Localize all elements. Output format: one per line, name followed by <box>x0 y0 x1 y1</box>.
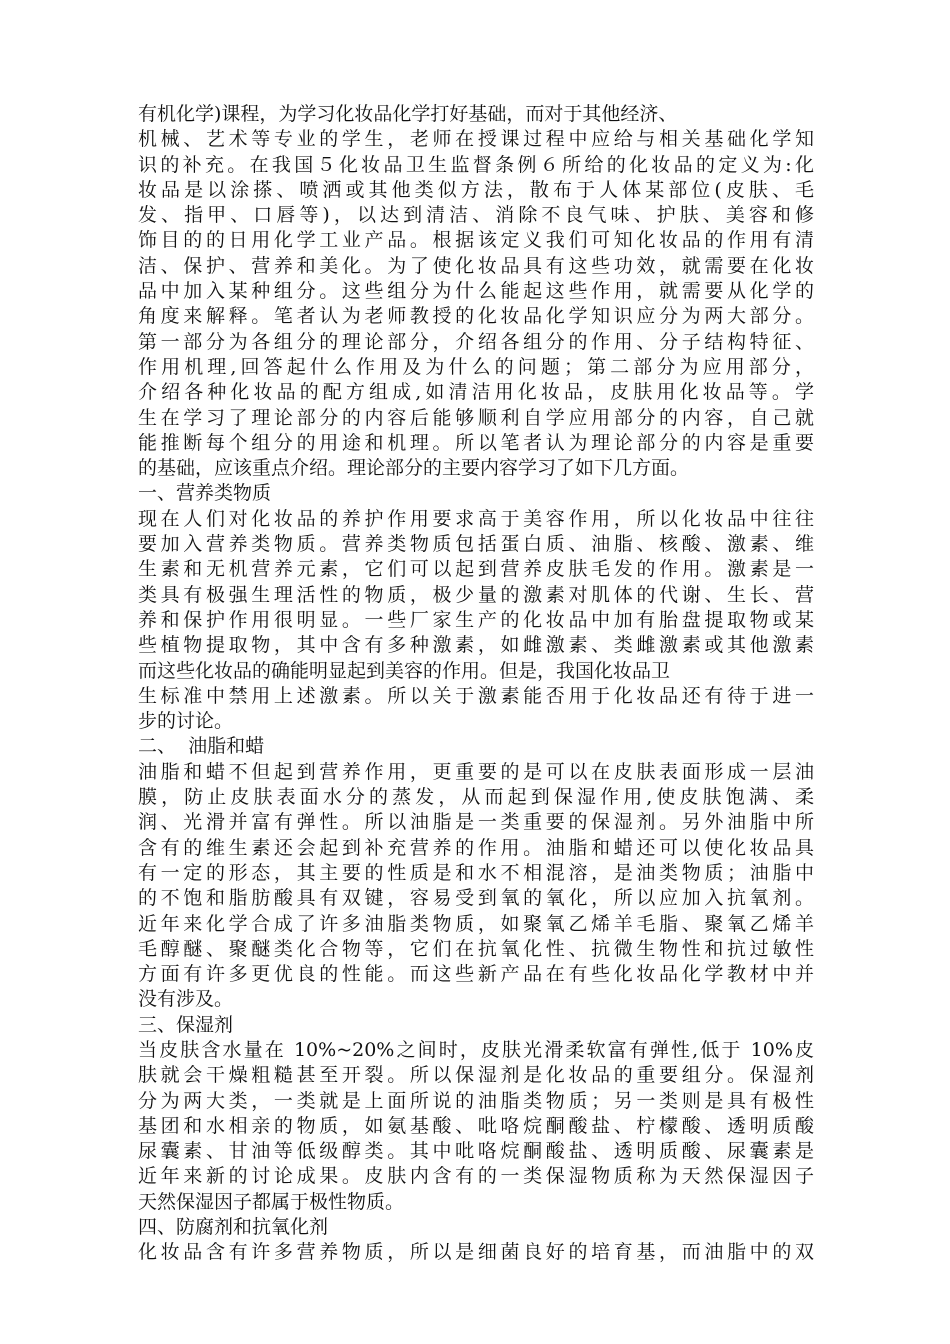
text-line: 妆品是以涂搽、喷洒或其他类似方法，散布于人体某部位(皮肤、毛 <box>138 178 814 201</box>
text-line: 生标准中禁用上述激素。所以关于激素能否用于化妆品还有待于进一 <box>138 684 814 707</box>
text-line: 有一定的形态，其主要的性质是和水不相混溶，是油类物质；油脂中 <box>138 861 814 884</box>
text-line: 要加入营养类物质。营养类物质包括蛋白质、油脂、核酸、激素、维 <box>138 533 814 556</box>
text-line: 方面有许多更优良的性能。而这些新产品在有些化妆品化学教材中并 <box>138 963 814 986</box>
text-line: 生在学习了理论部分的内容后能够顺利自学应用部分的内容，自己就 <box>138 406 814 429</box>
text-line: 识的补充。在我国５化妆品卫生监督条例６所给的化妆品的定义为:化 <box>138 153 814 176</box>
text-line: 类具有极强生理活性的物质，极少量的激素对肌体的代谢、生长、营 <box>138 583 814 606</box>
text-line: 润、光滑并富有弹性。所以油脂是一类重要的保湿剂。另外油脂中所 <box>138 811 814 834</box>
text-line: 尿囊素、甘油等低级醇类。其中吡咯烷酮酸盐、透明质酸、尿囊素是 <box>138 1140 814 1163</box>
text-line: 饰目的的日用化学工业产品。根据该定义我们可知化妆品的作用有清 <box>138 229 814 252</box>
text-line: 能推断每个组分的用途和机理。所以笔者认为理论部分的内容是重要 <box>138 431 814 454</box>
section-heading: 一、营养类物质 <box>138 482 272 505</box>
text-line: 品中加入某种组分。这些组分为什么能起这些作用，就需要从化学的 <box>138 280 814 303</box>
text-line: 基团和水相亲的物质，如氨基酸、吡咯烷酮酸盐、柠檬酸、透明质酸 <box>138 1114 814 1137</box>
text-line: 化妆品含有许多营养物质，所以是细菌良好的培育基，而油脂中的双 <box>138 1241 814 1264</box>
section-heading: 二、 油脂和蜡 <box>138 735 265 758</box>
text-line: 油脂和蜡不但起到营养作用，更重要的是可以在皮肤表面形成一层油 <box>138 760 814 783</box>
text-line: 步的讨论。 <box>138 710 234 733</box>
text-line: 当皮肤含水量在 10%~20%之间时，皮肤光滑柔软富有弹性,低于 10%皮 <box>138 1038 814 1061</box>
text-line: 毛醇醚、聚醚类化合物等，它们在抗氧化性、抗微生物性和抗过敏性 <box>138 937 814 960</box>
text-line: 含有的维生素还会起到补充营养的作用。油脂和蜡还可以使化妆品具 <box>138 836 814 859</box>
text-line: 天然保湿因子都属于极性物质。 <box>138 1190 405 1213</box>
text-line: 介绍各种化妆品的配方组成,如清洁用化妆品，皮肤用化妆品等。学 <box>138 381 814 404</box>
text-line: 些植物提取物，其中含有多种激素，如雌激素、类雌激素或其他激素 <box>138 634 814 657</box>
text-line: 近年来化学合成了许多油脂类物质，如聚氧乙烯羊毛脂、聚氧乙烯羊 <box>138 912 814 935</box>
text-line: 分为两大类，一类就是上面所说的油脂类物质；另一类则是具有极性 <box>138 1089 814 1112</box>
text-line: 膜，防止皮肤表面水分的蒸发，从而起到保湿作用,使皮肤饱满、柔 <box>138 786 814 809</box>
text-line: 的基础，应该重点介绍。理论部分的主要内容学习了如下几方面。 <box>138 457 690 480</box>
text-line: 养和保护作用很明显。一些厂家生产的化妆品中加有胎盘提取物或某 <box>138 608 814 631</box>
section-heading: 三、保湿剂 <box>138 1013 234 1036</box>
section-heading: 四、防腐剂和抗氧化剂 <box>138 1216 329 1239</box>
text-line: 肤就会干燥粗糙甚至开裂。所以保湿剂是化妆品的重要组分。保湿剂 <box>138 1064 814 1087</box>
text-line: 作用机理,回答起什么作用及为什么的问题；第二部分为应用部分， <box>138 355 814 378</box>
text-line: 洁、保护、营养和美化。为了使化妆品具有这些功效，就需要在化妆 <box>138 254 814 277</box>
text-line: 角度来解释。笔者认为老师教授的化妆品化学知识应分为两大部分。 <box>138 305 814 328</box>
text-line: 而这些化妆品的确能明显起到美容的作用。但是，我国化妆品卫 <box>138 659 671 682</box>
text-line: 生素和无机营养元素，它们可以起到营养皮肤毛发的作用。激素是一 <box>138 558 814 581</box>
text-line: 现在人们对化妆品的养护作用要求高于美容作用，所以化妆品中往往 <box>138 507 814 530</box>
text-line: 第一部分为各组分的理论部分，介绍各组分的作用、分子结构特征、 <box>138 330 814 353</box>
text-line: 没有涉及。 <box>138 988 234 1011</box>
text-line: 有机化学)课程，为学习化妆品化学打好基础，而对于其他经济、 <box>138 103 678 125</box>
text-line: 的不饱和脂肪酸具有双键，容易受到氧的氧化，所以应加入抗氧剂。 <box>138 887 814 910</box>
document-page <box>138 102 814 1266</box>
text-line: 发、指甲、口唇等)，以达到清洁、消除不良气味、护肤、美容和修 <box>138 204 814 227</box>
text-line: 机械、艺术等专业的学生，老师在授课过程中应给与相关基础化学知 <box>138 128 814 151</box>
text-line: 近年来新的讨论成果。皮肤内含有的一类保湿物质称为天然保湿因子 <box>138 1165 814 1188</box>
